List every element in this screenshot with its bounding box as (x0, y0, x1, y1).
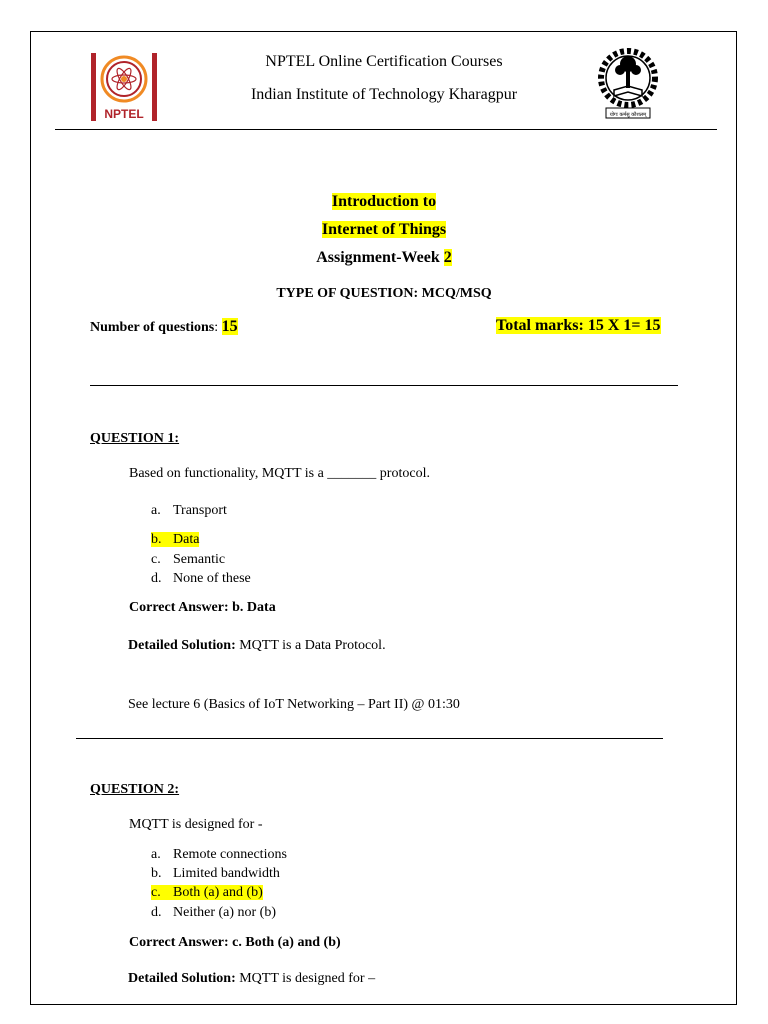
question-2-option-d (151, 905, 276, 921)
number-of-questions-colon: : (214, 320, 222, 335)
option-letter: a. (151, 503, 161, 518)
question-2-correct-answer: Correct Answer: c. Both (a) and (b) (129, 935, 341, 950)
solution-label: Detailed Solution: (128, 971, 236, 986)
question-2-heading: QUESTION 2: (90, 782, 180, 797)
question-1-reference: See lecture 6 (Basics of IoT Networking – Part II) @ 01:30 (128, 697, 460, 712)
option-letter: a. (151, 847, 161, 862)
total-marks-text: Total marks: 15 X 1= 15 (496, 317, 661, 334)
total-marks (496, 317, 661, 335)
question-1-text: Based on functionality, MQTT is a _______ protocol. (129, 466, 430, 481)
title-rule (90, 385, 678, 386)
question-2-option-b (151, 866, 280, 882)
option-text: Semantic (173, 552, 226, 567)
option-text: Remote connections (173, 847, 287, 862)
question-1-rule (76, 738, 663, 739)
option-letter: b. (151, 866, 162, 881)
option-letter: d. (151, 571, 162, 586)
question-1-correct-answer: Correct Answer: b. Data (129, 600, 276, 615)
solution-label: Detailed Solution: (128, 638, 236, 653)
question-1-option-a (151, 503, 227, 519)
option-letter: d. (151, 905, 162, 920)
question-2-option-c (151, 885, 263, 901)
question-1-option-b (151, 532, 199, 548)
nptel-logo-text: NPTEL (104, 107, 144, 121)
number-of-questions (90, 318, 238, 336)
option-text: Both (a) and (b) (173, 885, 263, 900)
header-line-1: NPTEL Online Certification Courses (265, 53, 503, 70)
header-line-2: Indian Institute of Technology Kharagpur (250, 86, 518, 103)
title-line-2-text: Internet of Things (321, 221, 447, 238)
option-text: Limited bandwidth (173, 866, 280, 881)
title-line-1 (0, 193, 768, 211)
assignment-week-number: 2 (443, 249, 452, 266)
question-2-text: MQTT is designed for - (129, 817, 263, 832)
question-2-detailed-solution (128, 971, 375, 987)
option-text: Neither (a) nor (b) (173, 905, 277, 920)
question-2-option-a (151, 847, 287, 863)
header-rule (55, 129, 717, 130)
assignment-week-prefix: Assignment-Week (316, 249, 444, 266)
option-letter: c. (151, 885, 161, 900)
solution-text: MQTT is designed for – (235, 971, 376, 986)
option-letter: c. (151, 552, 161, 567)
option-text: None of these (173, 571, 251, 586)
number-of-questions-label: Number of questions (90, 320, 215, 335)
option-text: Transport (173, 503, 227, 518)
number-of-questions-value: 15 (221, 318, 238, 335)
option-letter: b. (151, 532, 162, 547)
title-line-1-text: Introduction to (331, 193, 437, 210)
option-text: Data (173, 532, 200, 547)
page-border (30, 31, 737, 1005)
question-1-option-d (151, 571, 251, 587)
iit-logo-motto: योगः कर्मसु कौशलम् (609, 112, 647, 118)
type-of-question: TYPE OF QUESTION: MCQ/MSQ (276, 286, 492, 301)
question-1-heading: QUESTION 1: (90, 431, 180, 446)
title-line-2 (0, 221, 768, 239)
title-assignment-week (0, 249, 768, 267)
question-1-detailed-solution (128, 638, 386, 654)
solution-text: MQTT is a Data Protocol. (235, 638, 386, 653)
question-1-option-c (151, 552, 225, 568)
